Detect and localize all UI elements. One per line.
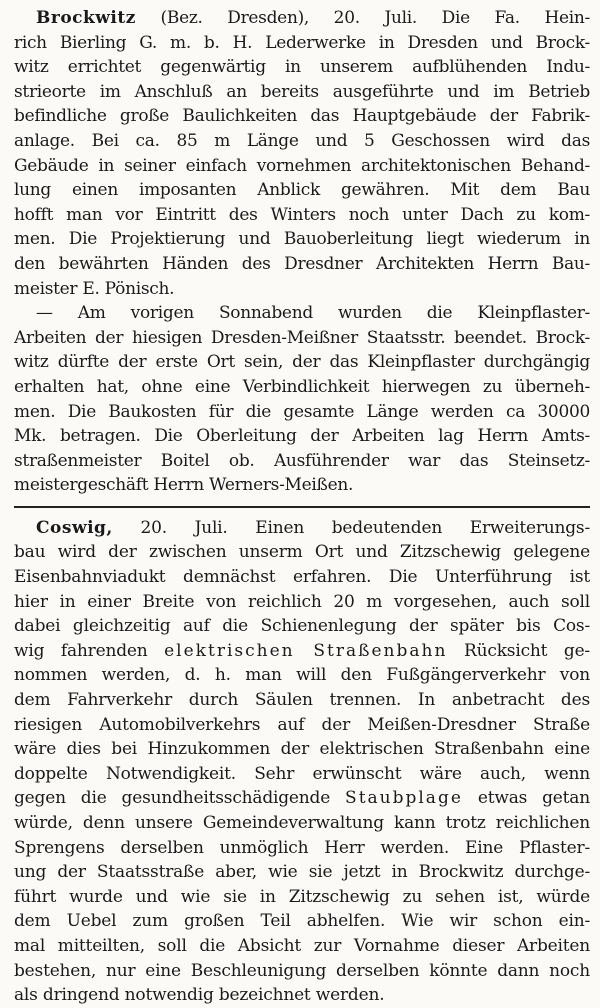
- text-line: nommen werden, d. h. man will den Fußgängerverkehr von: [14, 665, 590, 686]
- first-line-text: 20. Juli. Einen bedeutenden Erweiterungs-: [112, 517, 590, 538]
- text-line: wäre dies bei Hinzukommen der elektrischen Straßenbahn eine: [14, 739, 590, 760]
- first-line-text: (Bez. Dresden), 20. Juli. Die Fa. Hein-: [135, 8, 590, 28]
- paragraph-end-line: meistergeschäft Herrn Werners-Meißen.: [14, 475, 354, 496]
- text-line: hier in einer Breite von reichlich 20 m vorgesehen, auch soll: [14, 591, 590, 612]
- text-line: Eisenbahnviadukt demnächst erfahren. Die Unterführung ist: [14, 567, 590, 588]
- text-line: ung der Staatsstraße aber, wie sie jetzt in Brockwitz durchge-: [14, 862, 590, 883]
- text-line: anlage. Bei ca. 85 m Länge und 5 Geschossen wird das: [14, 130, 590, 151]
- text-line: straßenmeister Boitel ob. Ausführender war das Steinsetz-: [14, 450, 590, 471]
- text-line: Arbeiten der hiesigen Dresden-Meißner Staatsstr. beendet. Brock-: [14, 327, 590, 348]
- text-line: men. Die Projektierung und Bauoberleitung liegt wiederum in: [14, 229, 590, 250]
- paragraph-end-line: meister E. Pönisch.: [14, 278, 175, 299]
- text-line: den bewährten Händen des Dresdner Architekten Herrn Bau-: [14, 253, 590, 274]
- text-line: bestehen, nur eine Beschleunigung derselben könnte dann noch: [14, 960, 590, 981]
- text-line: würde, denn unsere Gemeindeverwaltung kann trotz reichlichen: [14, 813, 590, 833]
- text-line: erhalten hat, ohne eine Verbindlichkeit hierwegen zu überneh-: [14, 376, 590, 397]
- text-line: bau wird der zwischen unserm Ort und Zitzschewig gelegene: [14, 542, 590, 563]
- text-segment: wig fahrenden: [14, 640, 165, 661]
- article-coswig: [14, 516, 590, 1008]
- text-line: witz errichtet gegenwärtig in unserem aufblühenden Indu-: [14, 57, 590, 78]
- text-line: men. Die Baukosten für die gesamte Länge werden ca 30000: [14, 401, 590, 422]
- text-segment: Rücksicht ge-: [447, 640, 590, 661]
- paragraph-end-line: als dringend notwendig bezeichnet werden.: [14, 985, 385, 1006]
- emphasized-text: Staubplage: [345, 788, 463, 809]
- text-line: dem Uebel zum großen Teil abhelfen. Wie wir schon ein-: [14, 911, 590, 932]
- text-line: riesigen Automobilverkehrs auf der Meißen-Dresdner Straße: [14, 714, 590, 735]
- text-line: Mk. betragen. Die Oberleitung der Arbeiten lag Herrn Amts-: [14, 426, 590, 447]
- dateline-place: Coswig,: [36, 517, 113, 538]
- text-line: [14, 639, 590, 664]
- text-segment: etwas getan: [462, 788, 590, 809]
- dateline-place: Brockwitz: [36, 8, 136, 28]
- paragraph-start-line: — Am vorigen Sonnabend wurden die Kleinpflaster-: [36, 303, 590, 324]
- text-line: lung einen imposanten Anblick gewähren. Mit dem Bau: [14, 180, 590, 201]
- article-first-line: [14, 516, 590, 541]
- text-line: führt wurde und wie sie in Zitzschewig zu sehen ist, würde: [14, 886, 590, 907]
- emphasized-text: elektrischen Straßenbahn: [164, 640, 448, 661]
- text-line: dem Fahrverkehr durch Säulen trennen. In anbetracht des: [14, 690, 590, 711]
- article-first-line: [14, 6, 590, 31]
- text-line: rich Bierling G. m. b. H. Lederwerke in Dresden und Brock-: [14, 32, 590, 53]
- text-line: hofft man vor Eintritt des Winters noch unter Dach zu kom-: [14, 204, 590, 225]
- text-line: strieorte im Anschluß an bereits ausgeführte und im Betrieb: [14, 81, 590, 102]
- article-separator-rule: [14, 506, 590, 508]
- text-line: [14, 786, 590, 811]
- text-line: Gebäude in seiner einfach vornehmen architektonischen Behand-: [14, 155, 590, 176]
- text-line: mal mitteilten, soll die Absicht zur Vornahme dieser Arbeiten: [14, 935, 590, 956]
- text-line: doppelte Notwendigkeit. Sehr erwünscht wäre auch, wenn: [14, 763, 590, 784]
- text-line: witz dürfte der erste Ort sein, der das Kleinpflaster durchgängig: [14, 352, 590, 373]
- text-segment: gegen die gesundheitsschädigende: [14, 788, 346, 809]
- text-line: Sprengens derselben unmöglich Herr werden. Eine Pflaster-: [14, 837, 590, 858]
- text-line: dabei gleichzeitig auf die Schienenlegung der später bis Cos-: [14, 616, 590, 637]
- article-brockwitz: [14, 6, 590, 498]
- text-line: befindliche große Baulichkeiten das Hauptgebäude der Fabrik-: [14, 106, 590, 127]
